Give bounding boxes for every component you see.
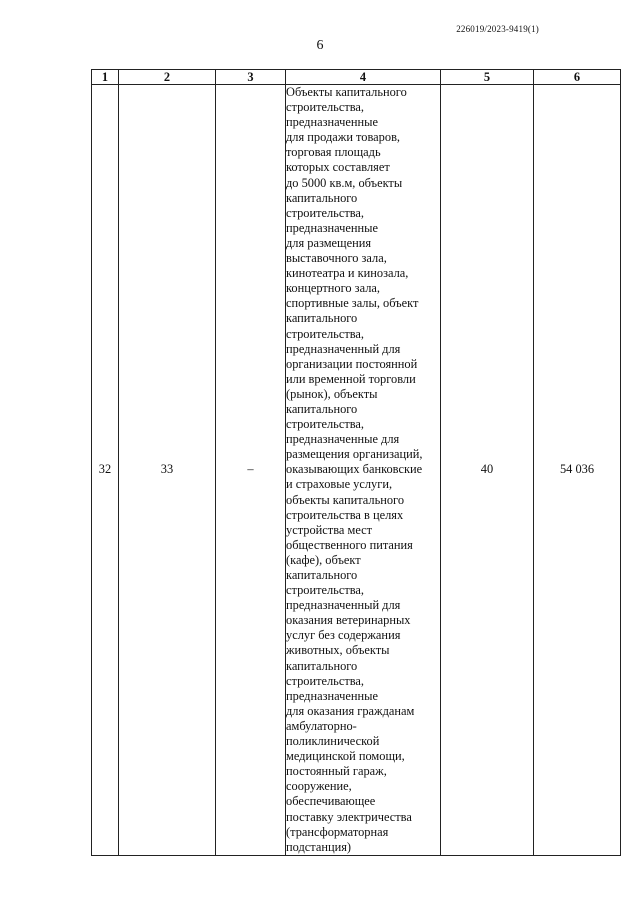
description-line: капитального: [286, 401, 358, 416]
description-line: торговая площадь: [286, 145, 381, 160]
description-line: строительства,: [286, 417, 365, 432]
description-line: животных, объекты: [286, 643, 390, 658]
description-line: капитального: [286, 568, 358, 582]
description-line: амбулаторно-: [286, 718, 357, 733]
column-header-1: 1: [92, 70, 119, 85]
description-line: строительства,: [286, 326, 365, 341]
description-line: размещения организаций,: [286, 447, 423, 462]
description-line: спортивные залы, объект: [286, 296, 419, 311]
description-line: оказания ветеринарных: [286, 613, 411, 628]
description-line: строительства,: [286, 583, 365, 598]
column-header-2: 2: [119, 70, 216, 85]
cell-col-1: 32: [92, 85, 119, 856]
description-line: объекты капитального: [286, 492, 405, 507]
description-line: обеспечивающее: [286, 794, 376, 809]
description-line: предназначенный для: [286, 598, 401, 613]
cell-col-2: 33: [119, 85, 216, 856]
column-header-3: 3: [216, 70, 286, 85]
cell-col-6: 54 036: [534, 85, 621, 856]
description-line: для продажи товаров,: [286, 130, 401, 145]
description-line: выставочного зала,: [286, 251, 387, 266]
header-row: [92, 70, 621, 85]
description-line: предназначенный для: [286, 341, 401, 356]
column-header-4: 4: [286, 70, 441, 85]
description-line: для размещения: [286, 235, 372, 250]
description-line: для оказания гражданам: [286, 703, 415, 718]
description-line: предназначенные: [286, 688, 378, 703]
description-line: строительства,: [286, 205, 365, 220]
description-line: поставку электричества: [286, 809, 412, 824]
description-line: предназначенные: [286, 220, 378, 235]
description-line: общественного питания: [286, 537, 413, 552]
description-line: концертного зала,: [286, 281, 380, 296]
description-line: строительства,: [286, 100, 365, 115]
description-line: или временной торговли: [286, 371, 416, 386]
cell-col-5: 40: [441, 85, 534, 856]
description-line: медицинской помощи,: [286, 749, 405, 764]
description-line: капитального: [286, 658, 358, 673]
description-line: Объекты капитального: [286, 85, 407, 99]
description-line: (рынок), объекты: [286, 386, 378, 401]
description-line: строительства,: [286, 673, 365, 688]
description-line: которых составляет: [286, 160, 390, 175]
description-line: поликлинической: [286, 734, 380, 749]
page-number: 6: [316, 38, 324, 53]
description-line: капитального: [286, 190, 358, 205]
description-line: кинотеатра и кинозала,: [286, 266, 409, 281]
table-row: [92, 85, 621, 856]
column-header-6: 6: [534, 70, 621, 85]
document-id: 226019/2023-9419(1): [456, 24, 539, 34]
description-line: услуг без содержания: [286, 628, 401, 643]
description-line: (трансформаторная: [286, 824, 389, 839]
description-line: и страховые услуги,: [286, 477, 393, 492]
description-line: предназначенные для: [286, 432, 400, 447]
description-line: оказывающих банковские: [286, 462, 423, 477]
description-line: до 5000 кв.м, объекты: [286, 175, 403, 190]
data-table: [91, 69, 621, 856]
description-line: постоянный гараж,: [286, 764, 387, 779]
description-line: подстанция): [286, 839, 352, 854]
cell-col-4-description: [286, 85, 441, 856]
description-line: (кафе), объект: [286, 552, 361, 567]
description-line: предназначенные: [286, 115, 378, 130]
cell-col-3: –: [216, 85, 286, 856]
column-header-5: 5: [441, 70, 534, 85]
description-line: устройства мест: [286, 522, 373, 537]
description-line: организации постоянной: [286, 356, 418, 371]
description-line: сооружение,: [286, 779, 352, 794]
description-line: капитального: [286, 311, 358, 326]
description-line: строительства в целях: [286, 507, 404, 522]
